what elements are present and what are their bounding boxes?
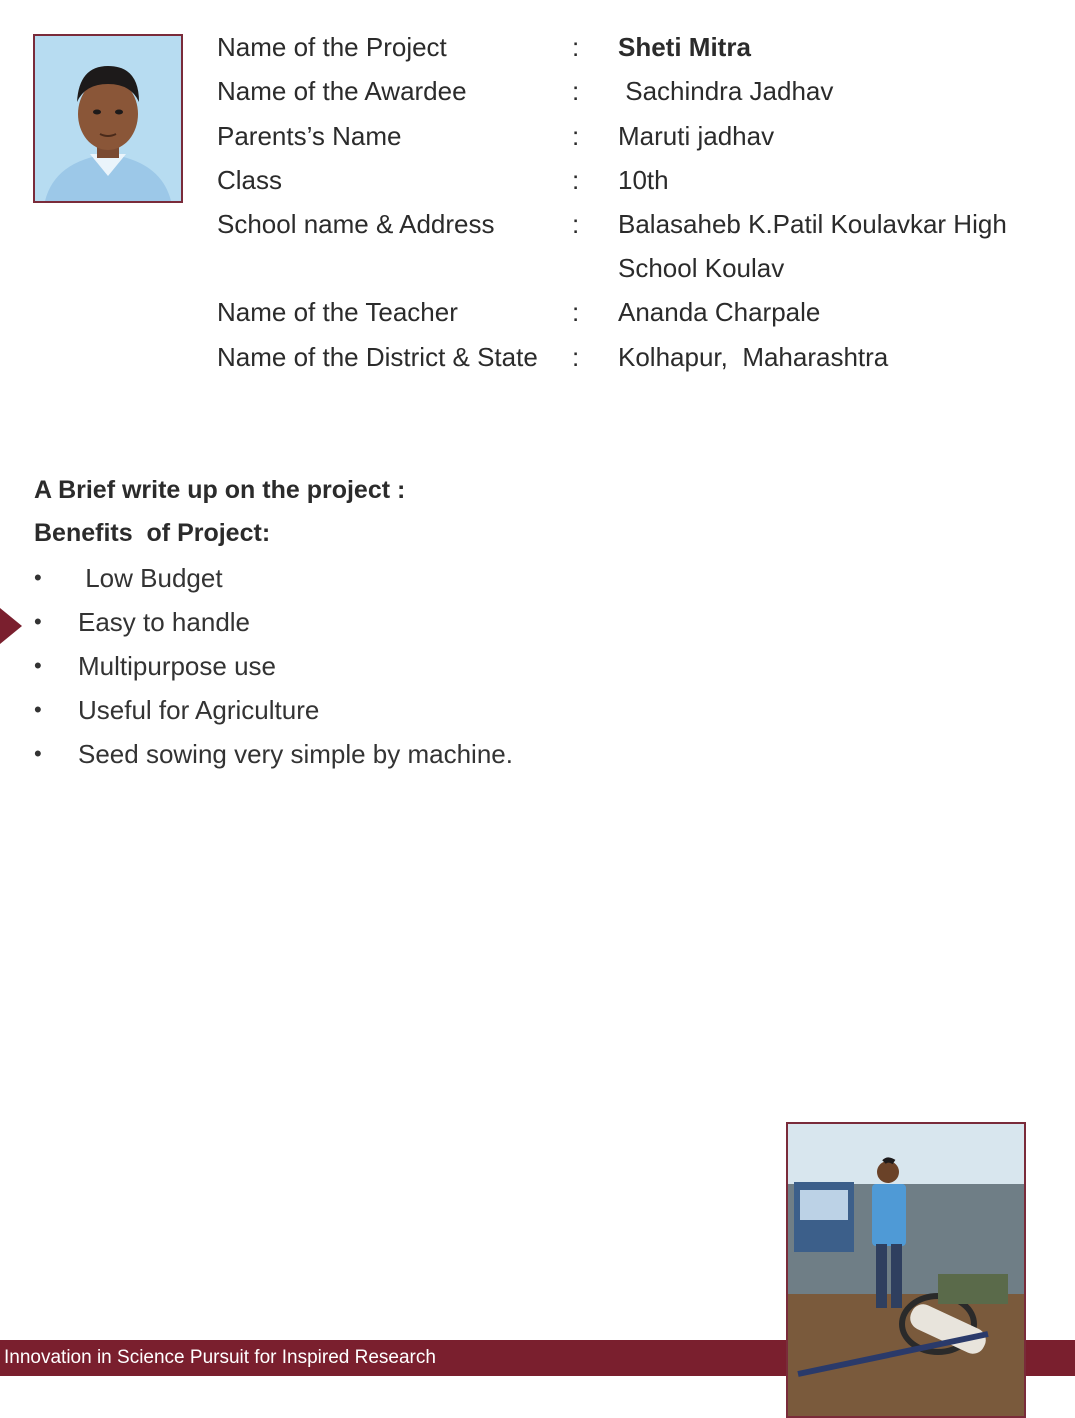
- benefit-text: Easy to handle: [78, 607, 251, 637]
- bullet-icon: •: [34, 697, 42, 722]
- detail-value: Maruti jadhav: [618, 121, 775, 151]
- detail-value: Sheti Mitra: [618, 32, 751, 62]
- detail-label: Name of the Awardee: [217, 76, 467, 106]
- detail-label: Class: [217, 165, 283, 195]
- detail-separator: :: [572, 32, 580, 62]
- detail-value: Sachindra Jadhav: [618, 76, 834, 106]
- bullet-icon: •: [34, 565, 42, 590]
- project-photo: [786, 1122, 1026, 1418]
- detail-value: Kolhapur, Maharashtra: [618, 342, 889, 372]
- detail-value: Balasaheb K.Patil Koulavkar High: [618, 209, 1007, 239]
- benefit-text: Seed sowing very simple by machine.: [78, 739, 513, 769]
- bullet-icon: •: [34, 609, 42, 634]
- detail-separator: :: [572, 76, 580, 106]
- benefits-heading: Benefits of Project:: [34, 519, 271, 547]
- detail-separator: :: [572, 121, 580, 151]
- detail-label: Parents’s Name: [217, 121, 402, 151]
- footer-tagline: Innovation in Science Pursuit for Inspired Research: [4, 1347, 436, 1368]
- detail-separator: :: [572, 209, 580, 239]
- bullet-icon: •: [34, 741, 42, 766]
- awardee-portrait: [33, 34, 183, 203]
- bullet-icon: •: [34, 653, 42, 678]
- detail-value: School Koulav: [618, 253, 785, 283]
- detail-label: Name of the Project: [217, 32, 447, 62]
- detail-separator: :: [572, 342, 580, 372]
- awardee-portrait-illustration: [35, 36, 181, 201]
- detail-value: Ananda Charpale: [618, 297, 821, 327]
- benefit-text: Useful for Agriculture: [78, 695, 320, 725]
- writeup-heading: A Brief write up on the project :: [34, 476, 406, 504]
- benefit-text: Multipurpose use: [78, 651, 276, 681]
- detail-separator: :: [572, 165, 580, 195]
- detail-label: Name of the Teacher: [217, 297, 458, 327]
- project-photo-illustration: [788, 1124, 1024, 1416]
- arrow-marker-icon: [0, 608, 22, 644]
- detail-separator: :: [572, 297, 580, 327]
- detail-label: Name of the District & State: [217, 342, 538, 372]
- detail-value: 10th: [618, 165, 669, 195]
- detail-label: School name & Address: [217, 209, 495, 239]
- benefit-text: Low Budget: [78, 563, 223, 593]
